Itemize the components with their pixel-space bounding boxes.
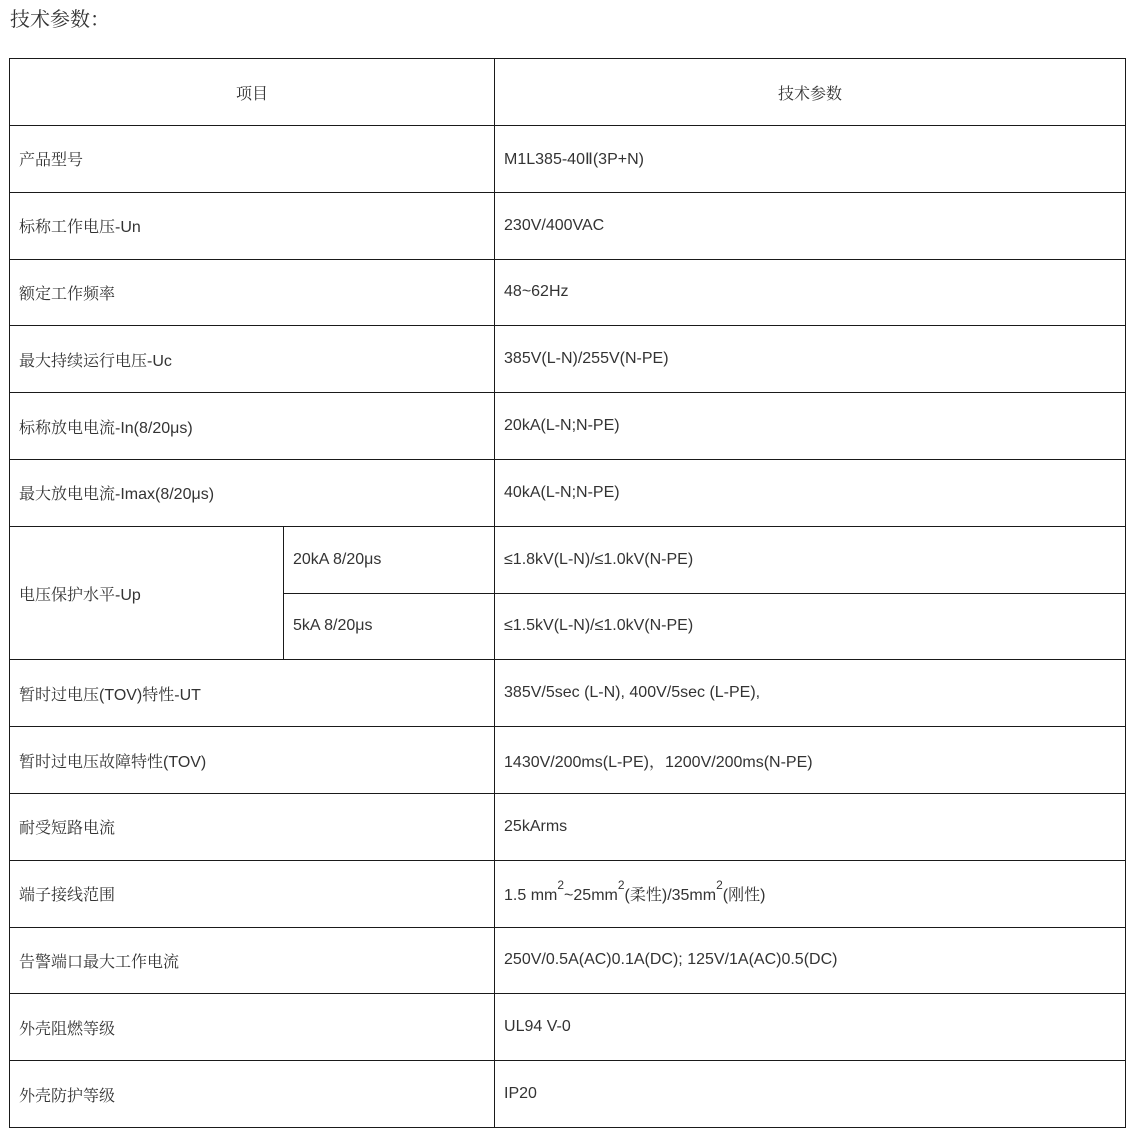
table-row <box>10 660 1126 727</box>
row-value: 385V/5sec (L-N), 400V/5sec (L-PE), <box>495 660 1126 727</box>
table-row <box>10 727 1126 794</box>
row-label: 暂时过电压故障特性(TOV) <box>10 727 495 794</box>
terminal-part: ~25mm <box>564 887 618 905</box>
row-label: 告警端口最大工作电流 <box>10 927 495 994</box>
row-value: M1L385-40Ⅱ(3P+N) <box>495 126 1126 193</box>
superscript: 2 <box>557 878 565 893</box>
row-value: UL94 V-0 <box>495 994 1126 1061</box>
terminal-value <box>495 860 1126 927</box>
row-label: 耐受短路电流 <box>10 793 495 860</box>
table-row <box>10 1061 1126 1128</box>
spec-table <box>9 58 1126 1128</box>
up-condition: 5kA 8/20μs <box>284 593 495 660</box>
header-param: 技术参数 <box>495 59 1126 126</box>
row-value: 250V/0.5A(AC)0.1A(DC); 125V/1A(AC)0.5(DC) <box>495 927 1126 994</box>
terminal-part: (刚性) <box>722 887 766 905</box>
row-value: 25kArms <box>495 793 1126 860</box>
row-label: 额定工作频率 <box>10 259 495 326</box>
row-label: 外壳防护等级 <box>10 1061 495 1128</box>
up-condition: 20kA 8/20μs <box>284 526 495 593</box>
row-label: 标称工作电压-Un <box>10 192 495 259</box>
table-header-row <box>10 59 1126 126</box>
row-value: 48~62Hz <box>495 259 1126 326</box>
superscript: 2 <box>617 878 625 893</box>
row-value: 40kA(L-N;N-PE) <box>495 459 1126 526</box>
table-row <box>10 192 1126 259</box>
row-value: 230V/400VAC <box>495 192 1126 259</box>
up-value: ≤1.8kV(L-N)/≤1.0kV(N-PE) <box>495 526 1126 593</box>
up-label: 电压保护水平-Up <box>10 526 284 660</box>
row-label: 外壳阻燃等级 <box>10 994 495 1061</box>
terminal-part: 1.5 mm <box>504 887 558 905</box>
row-value: 1430V/200ms(L-PE)，1200V/200ms(N-PE) <box>495 727 1126 794</box>
table-row <box>10 326 1126 393</box>
table-row <box>10 259 1126 326</box>
row-label: 产品型号 <box>10 126 495 193</box>
row-label: 最大持续运行电压-Uc <box>10 326 495 393</box>
table-row-up-1 <box>10 526 1126 593</box>
table-row <box>10 927 1126 994</box>
up-value: ≤1.5kV(L-N)/≤1.0kV(N-PE) <box>495 593 1126 660</box>
terminal-part: (柔性)/35mm <box>624 887 717 905</box>
table-row <box>10 393 1126 460</box>
table-row <box>10 994 1126 1061</box>
row-value: 385V(L-N)/255V(N-PE) <box>495 326 1126 393</box>
row-label: 最大放电电流-Imax(8/20μs) <box>10 459 495 526</box>
table-row <box>10 793 1126 860</box>
row-value: IP20 <box>495 1061 1126 1128</box>
table-row <box>10 126 1126 193</box>
table-row <box>10 459 1126 526</box>
page-title: 技术参数： <box>10 9 110 31</box>
table-row-terminal <box>10 860 1126 927</box>
row-value: 20kA(L-N;N-PE) <box>495 393 1126 460</box>
row-label: 标称放电电流-In(8/20μs) <box>10 393 495 460</box>
header-item: 项目 <box>10 59 495 126</box>
superscript: 2 <box>716 878 723 893</box>
row-label: 暂时过电压(TOV)特性-UT <box>10 660 495 727</box>
row-label: 端子接线范围 <box>10 860 495 927</box>
